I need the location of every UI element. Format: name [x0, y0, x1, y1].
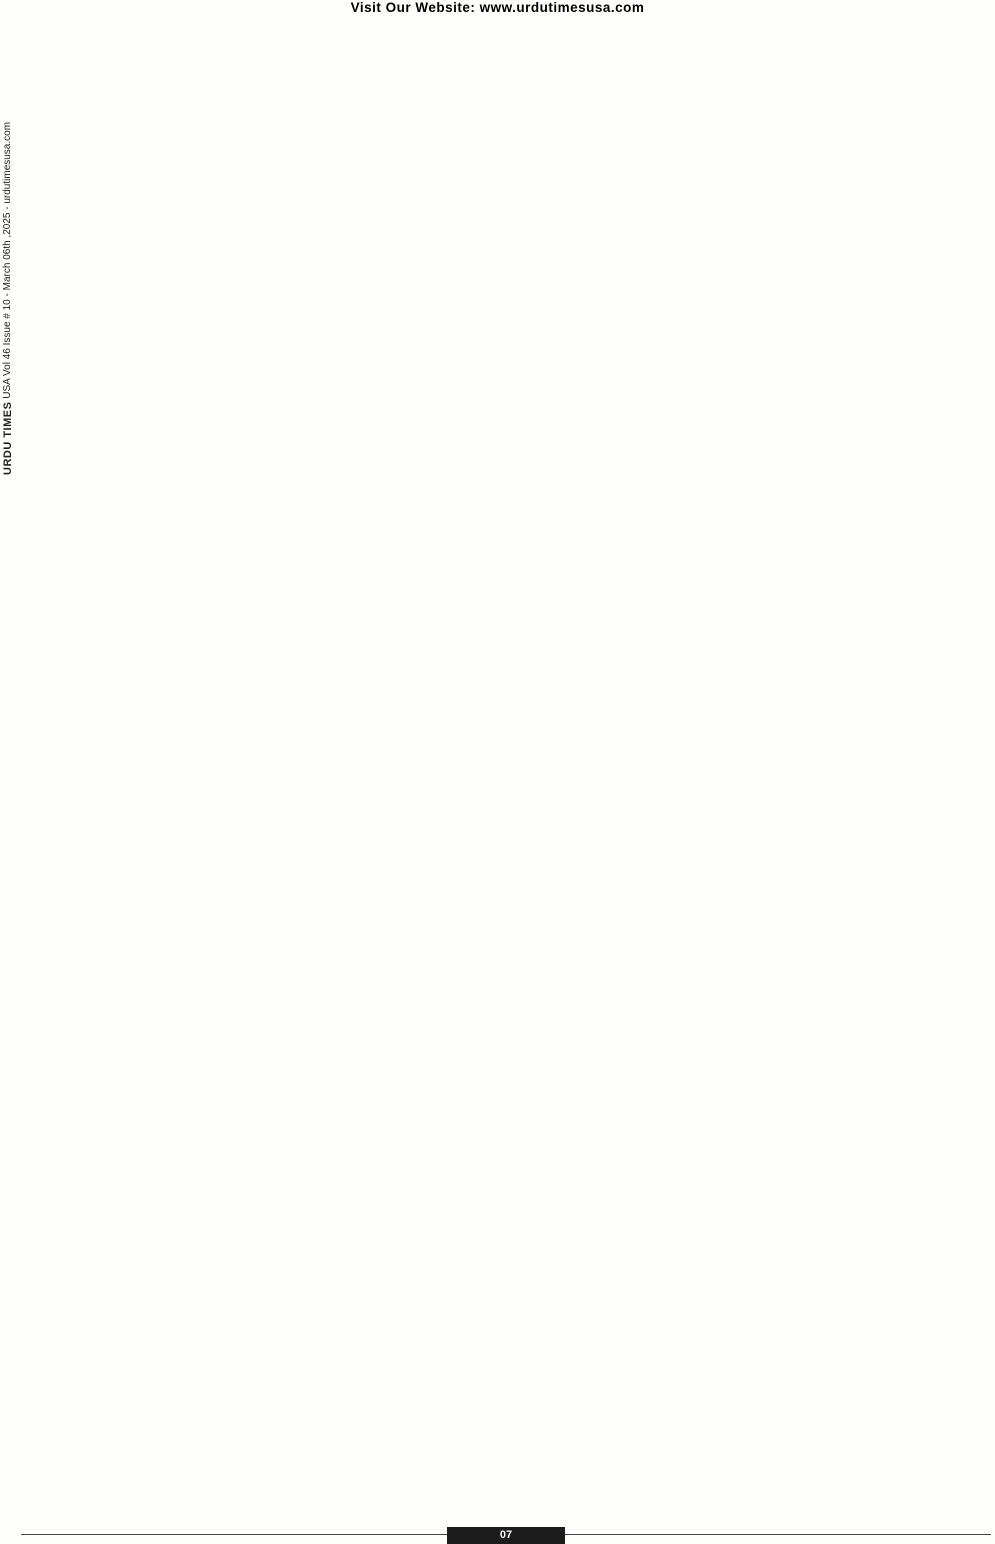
columns: [21, 17, 991, 1516]
issue-info: USA Vol 46 Issue # 10 - March 06th ,2025 - urdutimesusa.com: [2, 121, 13, 402]
page-number: 07: [447, 1527, 565, 1544]
column-6: [150, 17, 286, 1516]
column-5: [292, 17, 430, 1516]
column-2: [713, 17, 848, 1516]
masthead-website-text: Visit Our Website: www.urdutimesusa.com: [350, 0, 645, 15]
column-1: [855, 17, 991, 1516]
column-3: [575, 17, 707, 1516]
paper-brand: URDU TIMES: [2, 401, 14, 475]
column-7: [21, 17, 144, 1516]
column-4: [436, 17, 568, 1516]
footer-rule: [21, 1529, 991, 1541]
edition-sidebar: [2, 20, 19, 475]
